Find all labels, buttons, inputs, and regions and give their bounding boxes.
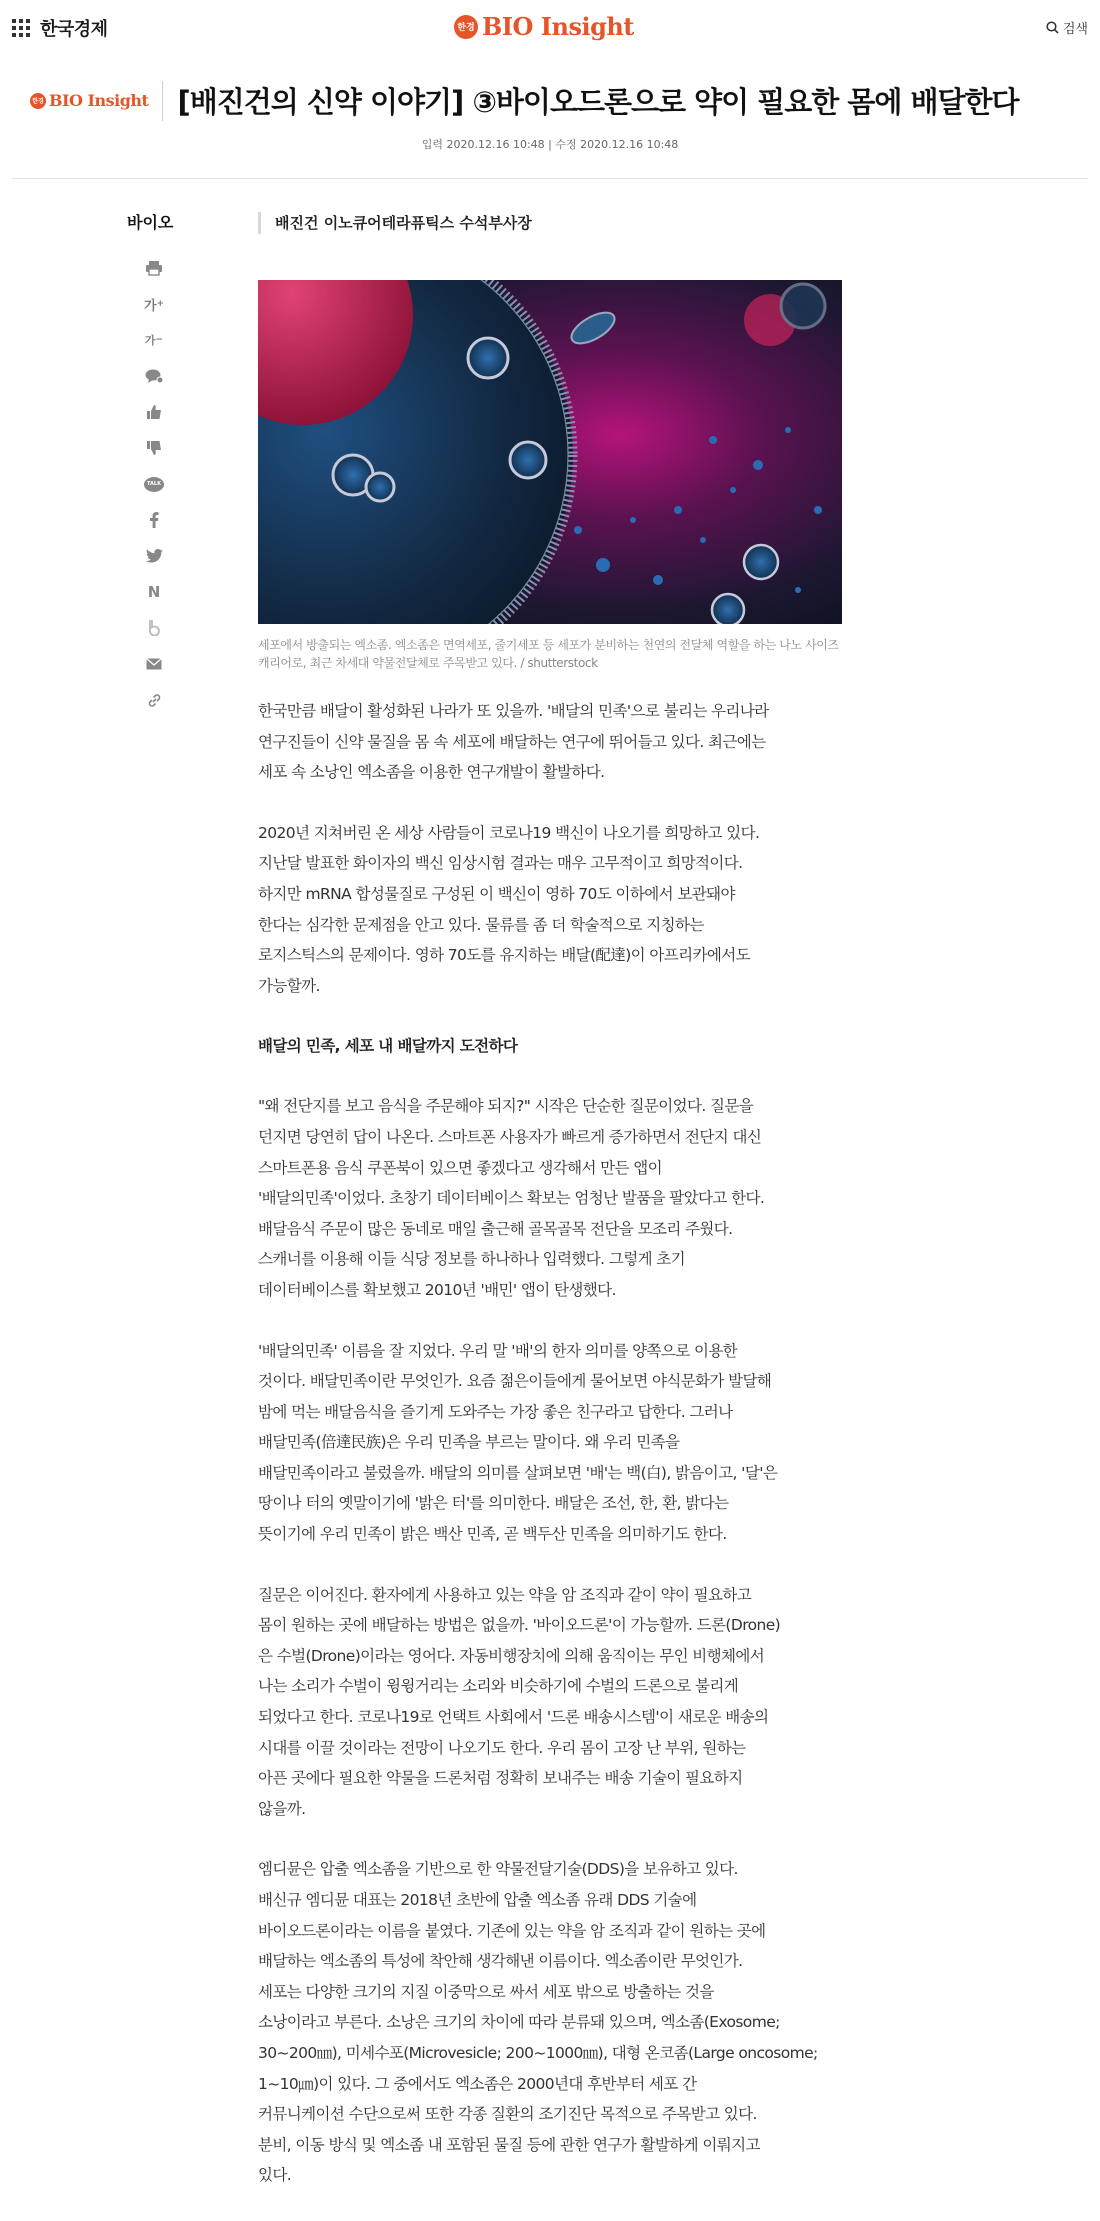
- headline-logo-badge: 한경: [30, 93, 46, 109]
- bio-insight-logo[interactable]: [454, 12, 634, 41]
- section-label[interactable]: 바이오: [127, 213, 174, 232]
- twitter-share-button[interactable]: [140, 538, 168, 574]
- image-caption: 세포에서 방출되는 엑소좀. 엑소좀은 면역세포, 줄기세포 등 세포가 분비하는 천연의 전달체 역할을 하는 나노 사이즈 캐리어로, 최근 차세대 약물전달체로 주목받고 있다. / shutterstock: [258, 638, 839, 670]
- kakaotalk-share-button[interactable]: [140, 466, 168, 502]
- article-hero-image: [258, 280, 842, 624]
- band-share-button[interactable]: [140, 610, 168, 646]
- email-share-button[interactable]: [140, 646, 168, 682]
- article-dates: 입력 2020.12.16 10:48 | 수정 2020.12.16 10:48: [421, 138, 679, 151]
- body-paragraph-3: "왜 전단지를 보고 음식을 주문해야 되지?" 시작은 단순한 질문이었다. 질문을 던지면 당연히 답이 나온다. 스마트폰 사용자가 빠르게 증가하면서 전단지 대신 스마트폰용 음식 쿠폰북이 있으면 좋겠다고 생각해서 만든 앱이 '배달의민족'이었다. 초창기 데이터베이스 확보는 엄청난 발품을 팔았다고 한다. 배달음식 주문이 많은 동네로 매일 출근해 골목골목 전단을 모조리 주웠다. 스캐너를 이용해 이들 식당 정보를 하나하나 입력했다. 그렇게 초기 데이터베이스를 확보했고 2010년 '배민' 앱이 탄생했다.: [258, 1097, 765, 1299]
- font-increase-icon: 가: [143, 298, 157, 314]
- thumbs-down-icon: [146, 440, 162, 456]
- search-button[interactable]: [1046, 18, 1088, 37]
- headline-divider: [162, 81, 163, 121]
- body-paragraph-6: 엠디뮨은 압출 엑소좀을 기반으로 한 약물전달기술(DDS)을 보유하고 있다. 배신규 엠디뮨 대표는 2018년 초반에 압출 엑소좀 유래 DDS 기술에 바이오드론이라는 이름을 붙였다. 기존에 있는 약을 암 조직과 같이 원하는 곳에 배달하는 엑소좀의 특성에 착안해 생각해낸 이름이다. 엑소좀이란 무엇인가. 세포는 다양한 크기의 지질 이중막으로 싸서 세포 밖으로 방출하는 것을 소낭이라고 부른다. 소낭은 크기의 차이에 따라 분류돼 있으며, 엑소좀(Exosome; 30~200㎚), 미세수포(Microvesicle; 200~1000㎚), 대형 온코좀(Large oncosome; 1~10㎛)이 있다. 그 중에서도 엑소좀은 2000년대 후반부터 세포 간 커뮤니케이션 수단으로써 또한 각종 질환의 조기진단 목적으로 주목받고 있다. 분비, 이동 방식 및 엑소좀 내 포함된 물질 등에 관한 연구가 활발하게 이뤄지고 있다.: [258, 1860, 818, 2185]
- bio-insight-wordmark: BIO Insight: [482, 12, 634, 41]
- comment-icon: [145, 368, 163, 384]
- search-label: 검색: [1062, 22, 1088, 37]
- body-paragraph-1: 한국만큼 배달이 활성화된 나라가 또 있을까. '배달의 민족'으로 불리는 우리나라 연구진들이 신약 물질을 몸 속 세포에 배달하는 연구에 뛰어들고 있다. 최근에는 세포 속 소낭인 엑소좀을 이용한 연구개발이 활발하다.: [258, 702, 769, 782]
- link-icon: [147, 693, 162, 708]
- page-title: [배진건의 신약 이야기] ③바이오드론으로 약이 필요한 몸에 배달한다: [177, 85, 1019, 119]
- mail-icon: [146, 658, 162, 670]
- body-paragraph-4: '배달의민족' 이름을 잘 지었다. 우리 말 '배'의 한자 의미를 양쪽으로 이용한 것이다. 배달민족이란 무엇인가. 요즘 젊은이들에게 물어보면 야식문화가 발달해 밤에 먹는 배달음식을 즐기게 도와주는 가장 좋은 친구라고 답한다. 그러나 배달민족(倍達民族)은 우리 민족을 부르는 말이다. 왜 우리 민족을 배달민족이라고 불렀을까. 배달의 의미를 살펴보면 '배'는 백(白), 밝음이고, '달'은 땅이나 터의 옛말이기에 '밝은 터'를 의미한다. 배달은 조선, 한, 환, 밝다는 뜻이기에 우리 민족이 밝은 백산 민족, 곧 백두산 민족을 의미하기도 한다.: [258, 1341, 778, 1544]
- article-subheading: 배달의 민족, 세포 내 배달까지 도전하다: [258, 1037, 518, 1056]
- headline-logo-wordmark: BIO Insight: [49, 91, 149, 110]
- body-paragraph-5: 질문은 이어진다. 환자에게 사용하고 있는 약을 암 조직과 같이 약이 필요하고 몸이 원하는 곳에 배달하는 방법은 없을까. '바이오드론'이 가능할까. 드론(Drone) 은 수벌(Drone)이라는 영어다. 자동비행장치에 의해 움직이는 무인 비행체에서 나는 소리가 수벌이 윙윙거리는 소리와 비슷하기에 수벌의 드론으로 불리게 되었다고 한다. 코로나19로 언택트 사회에서 '드론 배송시스템'이 새로운 배송의 시대를 이끌 것이라는 전망이 나오기도 한다. 우리 몸이 고장 난 부위, 원하는 아픈 곳에다 필요한 약물을 드론처럼 정확히 보내주는 배송 기술이 필요하지 않을까.: [258, 1585, 781, 1818]
- naver-share-button[interactable]: [140, 574, 168, 610]
- twitter-icon: [146, 549, 163, 563]
- hankyung-logo[interactable]: 한국경제: [40, 19, 108, 40]
- kakaotalk-icon: TALK: [144, 477, 164, 492]
- article-tools: [140, 250, 168, 718]
- app-grid-icon[interactable]: [12, 19, 30, 37]
- body-paragraph-2: 2020년 지쳐버린 온 세상 사람들이 코로나19 백신이 나오기를 희망하고 있다. 지난달 발표한 화이자의 백신 임상시험 결과는 매우 고무적이고 희망적이다. 하지만 mRNA 합성물질로 구성된 이 백신이 영하 70도 이하에서 보관돼야 한다는 심각한 문제점을 안고 있다. 물류를 좀 더 학술적으로 지칭하는 로지스틱스의 문제이다. 영하 70도를 유지하는 배달(配達)이 아프리카에서도 가능할까.: [258, 823, 760, 995]
- font-increase-button[interactable]: 가 +: [140, 286, 168, 322]
- facebook-share-button[interactable]: [140, 502, 168, 538]
- band-icon: [147, 620, 161, 636]
- print-icon: [145, 260, 163, 276]
- comment-button[interactable]: [140, 358, 168, 394]
- naver-icon: N: [147, 583, 161, 601]
- search-icon: [1046, 21, 1059, 34]
- top-bar-left: [12, 15, 108, 41]
- headline-logo[interactable]: [30, 91, 148, 110]
- font-decrease-button[interactable]: 가 −: [144, 334, 164, 347]
- header-divider: [12, 178, 1088, 179]
- facebook-icon: [149, 512, 159, 528]
- author-byline: 배진건 이노큐어테라퓨틱스 수석부사장: [258, 212, 532, 234]
- copy-link-button[interactable]: [140, 682, 168, 718]
- article-body: [258, 696, 858, 2221]
- thumbs-up-icon: [146, 404, 162, 420]
- like-button[interactable]: [140, 394, 168, 430]
- bio-badge: 한경: [454, 15, 478, 39]
- exosome-illustration: [258, 280, 842, 624]
- headline-row: [30, 80, 1090, 121]
- font-decrease-icon: 가: [144, 334, 156, 347]
- top-bar: [0, 0, 1100, 56]
- print-button[interactable]: [140, 250, 168, 286]
- dislike-button[interactable]: [140, 430, 168, 466]
